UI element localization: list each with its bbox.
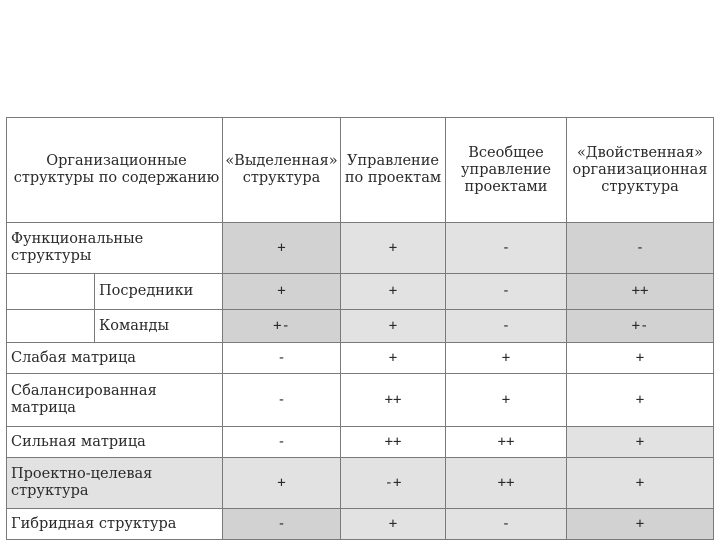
cell-value: - [223,343,341,374]
table-header-row [7,118,714,223]
cell-value: + [223,223,341,274]
cell-value: + [341,509,446,540]
cell-value: - [446,223,567,274]
row-label: Сбалансированная матрица [7,374,223,427]
row-label: Сильная матрица [7,427,223,458]
cell-value: + [341,274,446,310]
table-row [7,427,714,458]
table-row [7,374,714,427]
cell-value: + [446,343,567,374]
cell-value: - [223,427,341,458]
table-row [7,458,714,509]
cell-value: + [567,343,714,374]
cell-value: + [341,223,446,274]
cell-value: ++ [446,427,567,458]
table-row [7,509,714,540]
table-row [7,343,714,374]
cell-value: - [223,509,341,540]
row-label: Проектно-целевая структура [7,458,223,509]
table-row [7,310,714,343]
cell-value: + [223,458,341,509]
row-label: Гибридная структура [7,509,223,540]
row-label: Команды [95,310,223,343]
header-dual-structure: «Двойственная» организационная структура [567,118,714,223]
cell-value: ++ [341,427,446,458]
cell-value: - [446,274,567,310]
cell-value: + [567,509,714,540]
header-project-management: Управление по проектам [341,118,446,223]
cell-value: - [446,310,567,343]
cell-value: + [223,274,341,310]
cell-value: +- [223,310,341,343]
cell-value: ++ [567,274,714,310]
cell-value: - [446,509,567,540]
header-dedicated-structure: «Выделенная» структура [223,118,341,223]
row-label: Функциональные структуры [7,223,223,274]
table-row [7,274,714,310]
cell-value: + [446,374,567,427]
cell-value: ++ [341,374,446,427]
cell-value: +- [567,310,714,343]
indent-cell [7,310,95,343]
org-structures-table [6,117,714,540]
table-row [7,223,714,274]
cell-value: + [567,427,714,458]
cell-value: -+ [341,458,446,509]
cell-value: - [223,374,341,427]
row-label: Посредники [95,274,223,310]
cell-value: + [567,458,714,509]
cell-value: + [567,374,714,427]
cell-value: - [567,223,714,274]
cell-value: + [341,310,446,343]
cell-value: ++ [446,458,567,509]
header-structures-by-content: Организационные структуры по содержанию [7,118,223,223]
indent-cell [7,274,95,310]
row-label: Слабая матрица [7,343,223,374]
header-total-project-management: Всеобщее управление проектами [446,118,567,223]
cell-value: + [341,343,446,374]
